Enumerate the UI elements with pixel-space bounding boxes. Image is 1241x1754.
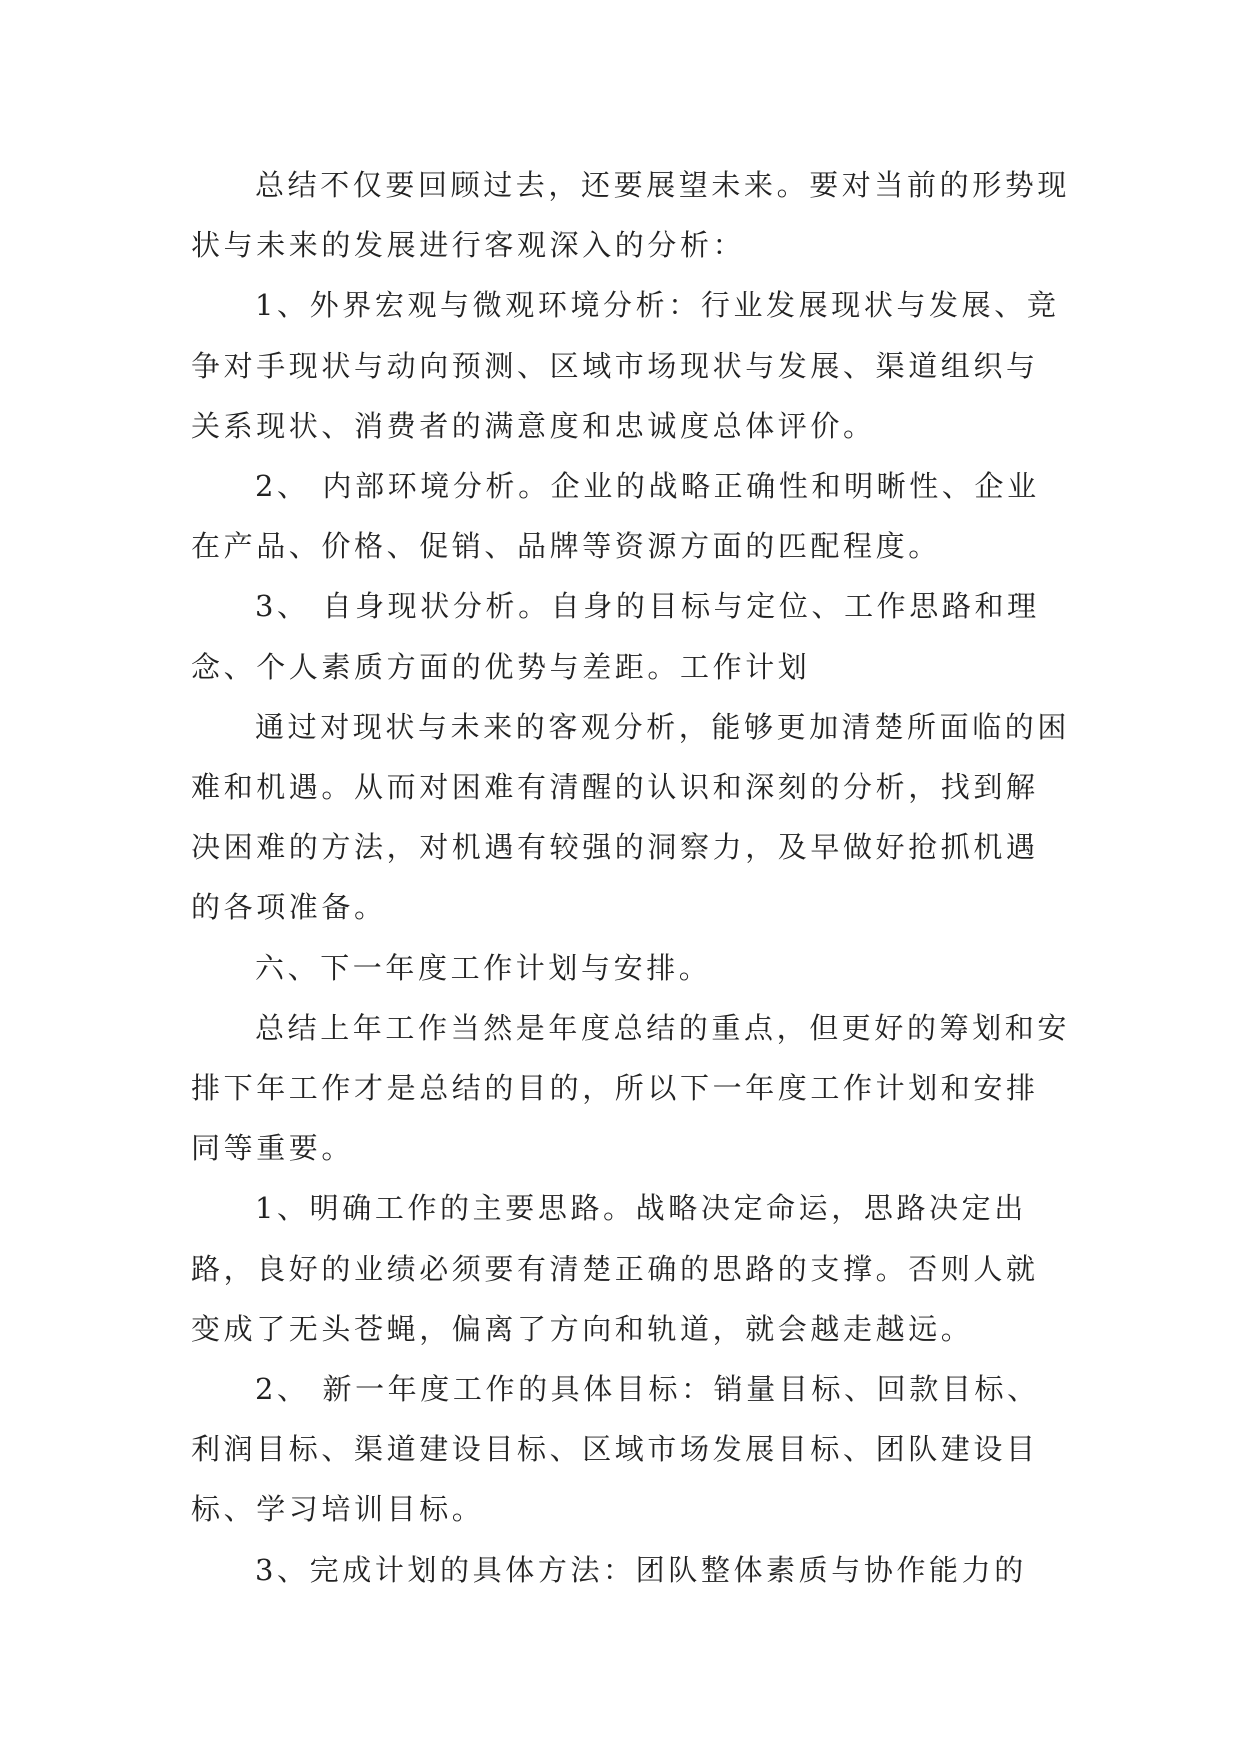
section-heading-next-year-plan: 六、下一年度工作计划与安排。 (255, 950, 712, 985)
paragraph-specific-targets: 2、 新一年度工作的具体目标：销量目标、回款目标、利润目标、渠道建设目标、区域市场发展目标、团队建设目标、学习培训目标。 (191, 1372, 1040, 1527)
paragraph-self-analysis: 3、 自身现状分析。自身的目标与定位、工作思路和理念、个人素质方面的优势与差距。工作计划 (191, 589, 1040, 684)
paragraph-opportunities: 通过对现状与未来的客观分析，能够更加清楚所面临的困难和机遇。从而对困难有清醒的认识和深刻的分析，找到解决困难的方法，对机遇有较强的洞察力，及早做好抢抓机遇的各项准备。 (191, 709, 1071, 925)
paragraph-external-analysis: 1、外界宏观与微观环境分析：行业发展现状与发展、竞争对手现状与动向预测、区域市场现状与发展、渠道组织与关系现状、消费者的满意度和忠诚度总体评价。 (191, 288, 1060, 443)
paragraph-plan-importance: 总结上年工作当然是年度总结的重点，但更好的筹划和安排下年工作才是总结的目的，所以下一年度工作计划和安排同等重要。 (191, 1010, 1071, 1166)
paragraph-internal-analysis: 2、 内部环境分析。企业的战略正确性和明晰性、企业在产品、价格、促销、品牌等资源方面的匹配程度。 (191, 469, 1040, 564)
document-body (191, 155, 1071, 1600)
paragraph-main-ideas: 1、明确工作的主要思路。战略决定命运，思路决定出路，良好的业绩必须要有清楚正确的思路的支撑。否则人就变成了无头苍蝇，偏离了方向和轨道，就会越走越远。 (191, 1191, 1039, 1346)
paragraph-intro: 总结不仅要回顾过去，还要展望未来。要对当前的形势现状与未来的发展进行客观深入的分析： (191, 168, 1071, 263)
paragraph-methods: 3、完成计划的具体方法：团队整体素质与协作能力的 (255, 1552, 1027, 1587)
